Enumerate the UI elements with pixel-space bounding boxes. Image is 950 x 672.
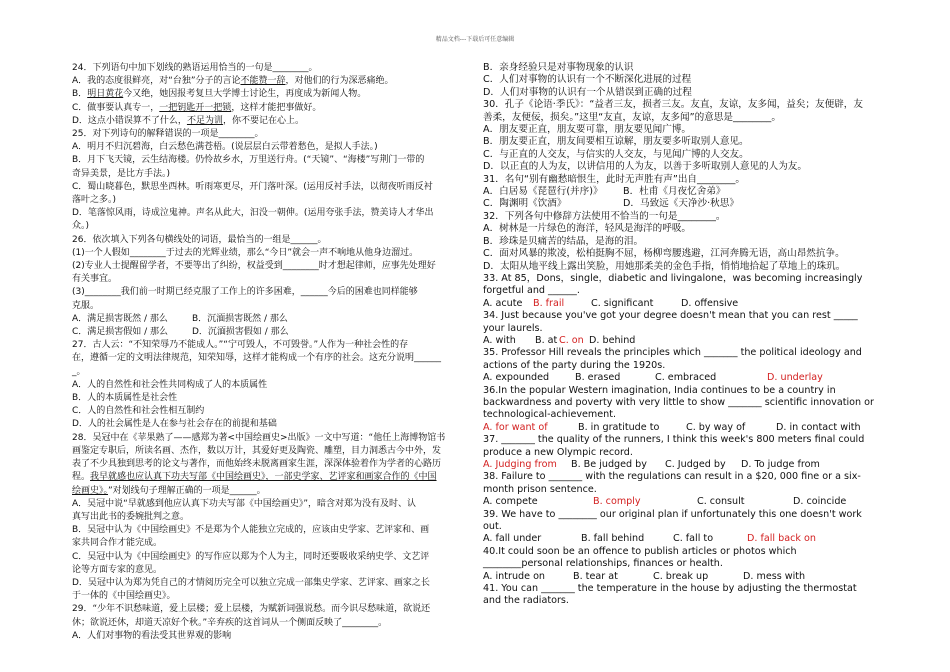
q28-stem: 28．吴冠中在《苹果熟了——感郑为著<中国绘画史>出版》一文中写道：“他任上海博物馆书	[72, 432, 446, 443]
q25-option-b-cont: 奇异美景，是比方手法。)	[72, 168, 171, 179]
q25-option-d: D．笔落惊风雨，诗成泣鬼神。声名从此大，汩没一朝伸。(运用夸张手法，赞美诗人才华出	[72, 208, 434, 219]
q24-option-a: A．我的态度很鲜亮，对“台独”分子的言论不能赞一辞，对他们的行为深恶痛绝。	[72, 76, 394, 87]
q32-stem: 32．下列各句中修辞方法使用不恰当的一句是________。	[483, 210, 726, 222]
q33-stem-cont: forgetful and ______.	[483, 285, 580, 297]
q37-options: A. Judging from B. Be judged by C. Judged by D. To judge from	[483, 459, 820, 470]
q38-stem-cont: month prison sentence.	[483, 483, 597, 495]
q28-option-d-cont: 于一体的《中国绘画史》。	[72, 591, 176, 602]
q27-stem: 27．古人云：“不知荣辱乃不能成人。”“宁可毁人，不可毁誉。”人作为一种社会性的存	[72, 340, 409, 351]
q28-option-a: A．吴冠中说“早就感到他应认真下功夫写部《中国绘画史》”，暗含对郑为没有及时、认	[72, 498, 416, 509]
q29-stem: 29．“少年不识愁味道，爱上层楼；爱上层楼，为赋新词强说愁。而今识尽愁味道，欲说还	[72, 604, 431, 615]
left-column	[72, 62, 465, 643]
q27-option-c: C．人的自然性和社会性相互制约	[72, 406, 205, 417]
q29-option-a: A．人们对事物的看法受其世界观的影响	[72, 630, 232, 641]
q26-sentence-2-cont: 有关事宜。	[72, 274, 118, 285]
q37-stem: 37. _______ the quality of the runners, I think this week's 800 meters final could	[483, 434, 865, 446]
q26-sentence-3-cont: 克服。	[72, 300, 100, 311]
q27-option-d: D．人的社会属性是人在参与社会存在的前提和基础	[72, 419, 277, 430]
q34-stem: 34. Just because you've got your degree doesn't mean that you can rest _____	[483, 310, 858, 322]
q28-stem-3: 表了不少具独到思考的论文与著作，而他始终未脱离画家生涯，深深体验着作为学者的心路历	[72, 459, 442, 470]
q35-options: A. expounded B. erased C. embraced D. underlay	[483, 372, 823, 384]
q28-stem-2: 画鉴定专职后，所读名画、杰作，数以万计，其爱好更及陶瓷、雕塑，目力洞悉古今中外，发	[72, 445, 442, 456]
q40-stem: 40.It could soon be an offence to publish articles or photos which	[483, 545, 797, 557]
q35-stem: 35. Professor Hill reveals the principles which _______ the political ideology and	[483, 347, 862, 359]
q30-option-b: B．朋友要正直，朋友间要相互谅解，朋友要多听取别人意见。	[483, 136, 749, 148]
q32-option-c: C．面对风暴的欺凌，松柏挺胸不屈，杨柳弯腰逃避，江河奔腾无语，高山昂然抗争。	[483, 248, 845, 260]
q36-stem-cont: backwardness and poverty with very little to show _______ scientific innovation or	[483, 396, 874, 408]
q39-stem-cont: out.	[483, 521, 502, 533]
q33-options: A. acute B. frail C. significant D. offensive	[483, 297, 739, 309]
q36-stem: 36.In the popular Western imagination, India continues to be a country in	[483, 384, 836, 396]
q25-option-d-cont: 众。)	[72, 221, 90, 232]
q32-option-d: D．太阳从地平线上露出笑脸，用她那柔美的金色手指，悄悄地拾起了草地上的珠玑。	[483, 260, 846, 272]
q39-options: A. fall under B. fall behind C. fall to D. fall back on	[483, 533, 816, 545]
q27-option-b: B．人的本质属性是社会性	[72, 393, 178, 404]
q25-option-b: B．月下飞天镜，云生结海楼。仍怜故乡水，万里送行舟。(“天镜”、“海楼”写荆门一带的	[72, 155, 425, 166]
q27-option-a: A．人的自然性和社会性共同构成了人的本质属性	[72, 379, 268, 390]
q26-options-cd: C．满足损害假如 / 那么 D．沉湎损害假如 / 那么	[72, 327, 289, 338]
q29-option-d: D．人们对事物的认识有一个从错误到正确的过程	[483, 86, 692, 98]
q36-stem-cont2: technological-achievement.	[483, 409, 617, 421]
q26-sentence-3: (3)________我们前一时期已经克服了工作上的许多困难，______今后的困难也同样能够	[72, 287, 418, 298]
q26-sentence-2: (2)专业人士提醒留学者，不要等出了纠纷，权益受到________时才想起律师，应事先处理好	[72, 261, 436, 272]
q30-stem-cont: 善柔，友便佞，损矣。”这里“友直，友谅，友多闻”的意思是________。	[483, 111, 781, 123]
q30-option-a: A．朋友要正直，朋友要可靠，朋友要见闻广博。	[483, 124, 692, 136]
q31-stem: 31．名句“别有幽愁暗恨生，此时无声胜有声”出自________。	[483, 173, 745, 185]
q40-options: A. intrude on B. tear at C. break up D. mess with	[483, 570, 806, 582]
q39-stem: 39. We have to ________ our original plan if unfortunately this one doesn't work	[483, 508, 862, 520]
q24-option-d: D．这点小错误算不了什么，不足为训，你不要记在心上。	[72, 115, 304, 126]
q33-stem: 33. At 85，Dons，single，diabetic and livingalone，was becoming increasingly	[483, 272, 863, 284]
q32-option-a: A．树林是一片绿色的海洋，轻风是海洋的呼吸。	[483, 223, 692, 235]
q40-stem-cont: ________personal relationships, finances or health.	[483, 558, 723, 570]
q28-option-b: B．吴冠中认为《中国绘画史》不是郑为个人能独立完成的，应该由史学家、艺评家和、画	[72, 525, 430, 536]
q28-option-c-cont: 论等方面专家的意见。	[72, 564, 163, 575]
page-header: 精品文档---下载后可任意编辑	[435, 36, 515, 43]
q36-options: A. for want of B. in gratitude to C. by way of D. in contact with	[483, 421, 861, 433]
q31-options-cd: C．陶渊明《饮酒》 D．马致远《天净沙·秋思》	[483, 198, 739, 210]
q32-option-b: B．珍珠是贝痛苦的结晶，是海的泪。	[483, 235, 644, 247]
q38-stem: 38. Failure to _______ with the regulations can result in a $20, 000 fine or a six-	[483, 471, 861, 483]
q37-stem-cont: produce a new Olympic record.	[483, 446, 633, 458]
q24-option-b: B．明日黄花今又绝，她因报考复旦大学博士讨论生，再度成为新闻人物。	[72, 89, 367, 100]
right-column	[483, 62, 883, 608]
q26-sentence-1: (1)一个人假如________于过去的光辉业绩，那么“今日”就会一声不响地从他身边溜过。	[72, 247, 419, 258]
q26-options-ab: A．满足损害既然 / 那么 B．沉湎损害既然 / 那么	[72, 313, 288, 324]
q27-stem-cont2: _。	[72, 366, 86, 377]
q28-stem-5: 绘画史》。”对划线句子理解正确的一项是______。	[72, 485, 266, 496]
q41-stem: 41. You can _______ the temperature in the house by adjusting the thermostat	[483, 583, 857, 595]
q38-options: A. compete B. comply C. consult D. coincide	[483, 496, 847, 508]
q28-stem-4: 程。我早就感也应认真下功夫写部《中国绘画史》，一部史学家、艺评家和画家合作的《中国	[72, 472, 437, 483]
q24-option-c: C．做事要认真专一，一把钥匙开一把锁，这样才能把事做好。	[72, 102, 322, 113]
q25-option-c: C．蜀山晓暮色，默思坐西林。听雨寒更尽，开门落叶深。(运用反衬手法，以彻夜听雨反衬	[72, 181, 433, 192]
q25-option-a: A．明月不归沉碧海，白云愁色满苍梧。(说层层白云带着愁色，是拟人手法。)	[72, 142, 378, 153]
q28-option-c: C．吴冠中认为《中国绘画史》的写作应以郑为个人为主，同时还要吸收采纳史学、文艺评	[72, 551, 430, 562]
q28-option-a-cont: 真写出此书的委婉批判之意。	[72, 511, 190, 522]
q29-stem-cont: 休；欲说还休，却道天凉好个秋。”辛弃疾的这首词从一个侧面反映了________。	[72, 617, 388, 628]
q25-option-c-cont: 落叶之多。)	[72, 195, 117, 206]
q27-stem-cont: 在，遵循一定的文明法律规范，知荣知辱，这样才能构成一个有序的社会。这充分说明______	[72, 353, 442, 364]
q26-stem: 26．依次填入下列各句横线处的词语，最恰当的一组是______。	[72, 234, 327, 245]
q35-stem-cont: actions of the party during the 1920s.	[483, 359, 666, 371]
q31-options-ab: A．白居易《琵琶行(并序)》 B．杜甫《月夜忆舍弟》	[483, 186, 726, 198]
q34-options: A. with B. at C. on D. behind	[483, 334, 636, 346]
q30-stem: 30．孔子《论语·季氏》：“益者三友，损者三友。友直，友谅，友多闻，益矣；友便辟，友	[483, 99, 863, 111]
q30-option-c: C．与正直的人交友，与信实的人交友，与见闻广博的人交友。	[483, 148, 749, 160]
q24-stem: 24．下列语句中加下划线的熟语运用恰当的一句是________。	[72, 63, 318, 73]
q28-option-b-cont: 家共同合作才能完成。	[72, 538, 163, 549]
q41-stem-cont: and the radiators.	[483, 595, 569, 607]
q34-stem-cont: your laurels.	[483, 322, 543, 334]
q29-option-c: C．人们对事物的认识有一个不断深化进展的过程	[483, 74, 692, 86]
q29-option-b: B．亲身经验只是对事物现象的认识	[483, 62, 634, 73]
q30-option-d: D．以正直的人为友，以讲信用的人为友，以善于多听取别人意见的人为友。	[483, 161, 807, 173]
q28-option-d: D．吴冠中认为郑为凭自己的才情阅历完全可以独立完成一部集史学家、艺评家、画家之长	[72, 577, 430, 588]
q25-stem: 25．对下列诗句的解释错误的一项是________。	[72, 129, 264, 140]
